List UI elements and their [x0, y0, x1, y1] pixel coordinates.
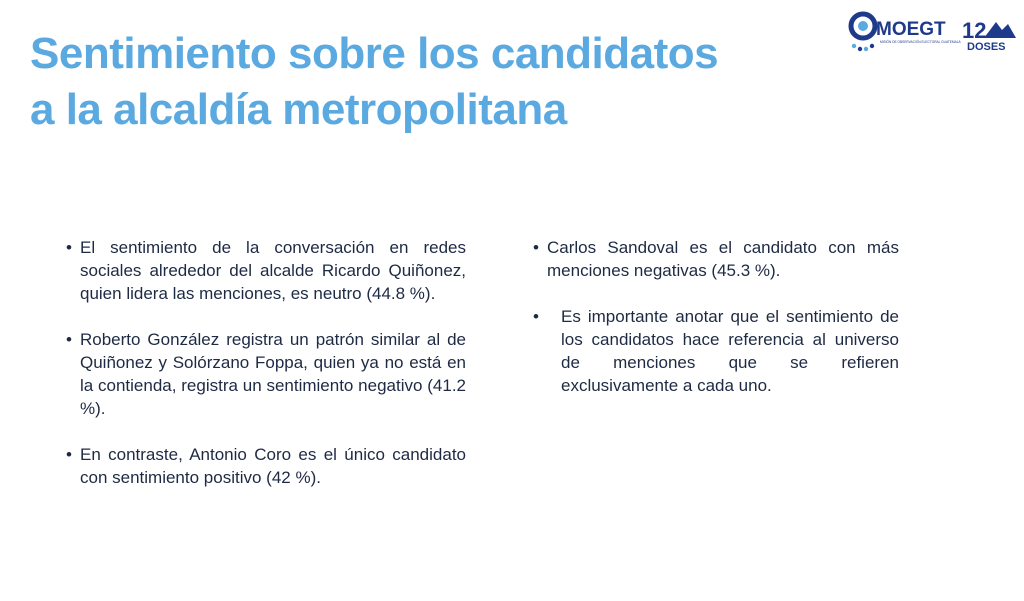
doses-wordmark: DOSES [967, 41, 1006, 53]
bullet-text: El sentimiento de la conversación en redes sociales alrededor del alcalde Ricardo Quiñonez, quien lidera las menciones, es neutro (44.8 %). [80, 238, 466, 303]
moegt-logo-icon [846, 8, 1016, 58]
list-item [66, 443, 466, 489]
doses-number: 12 [962, 18, 987, 43]
bullet-glyph: • [66, 330, 72, 349]
list-item [66, 236, 466, 305]
logos-area [846, 8, 1016, 58]
bullet-text: Es importante anotar que el sentimiento de los candidatos hace referencia al universo de menciones que se refieren exclusivamente a cada uno. [561, 307, 899, 395]
bullet-text: Roberto González registra un patrón similar al de Quiñonez y Solórzano Foppa, quien ya no está en la contienda, registra un sentimiento negativo (41.2 %). [80, 330, 466, 418]
bullet-text: En contraste, Antonio Coro es el único candidato con sentimiento positivo (42 %). [80, 445, 466, 487]
bullet-glyph: • [66, 238, 72, 257]
list-item [533, 236, 899, 282]
bullet-glyph: • [533, 238, 539, 257]
slide-title-line-2: a la alcaldía metropolitana [30, 85, 567, 134]
left-bullet-column [66, 236, 466, 512]
bullet-text: Carlos Sandoval es el candidato con más menciones negativas (45.3 %). [547, 238, 899, 280]
bullet-glyph: • [533, 307, 539, 326]
bullet-glyph: • [66, 445, 72, 464]
right-bullet-column [533, 236, 899, 420]
moegt-wordmark: MOEGT [876, 19, 946, 40]
slide-title-line-1: Sentimiento sobre los candidatos [30, 29, 719, 78]
list-item [533, 305, 899, 397]
moegt-caption: MISIÓN DE OBSERVACIÓN ELECTORAL GUATEMALA [880, 40, 961, 44]
slide-title [30, 26, 830, 138]
list-item [66, 328, 466, 420]
mountain-icon [984, 22, 1016, 38]
